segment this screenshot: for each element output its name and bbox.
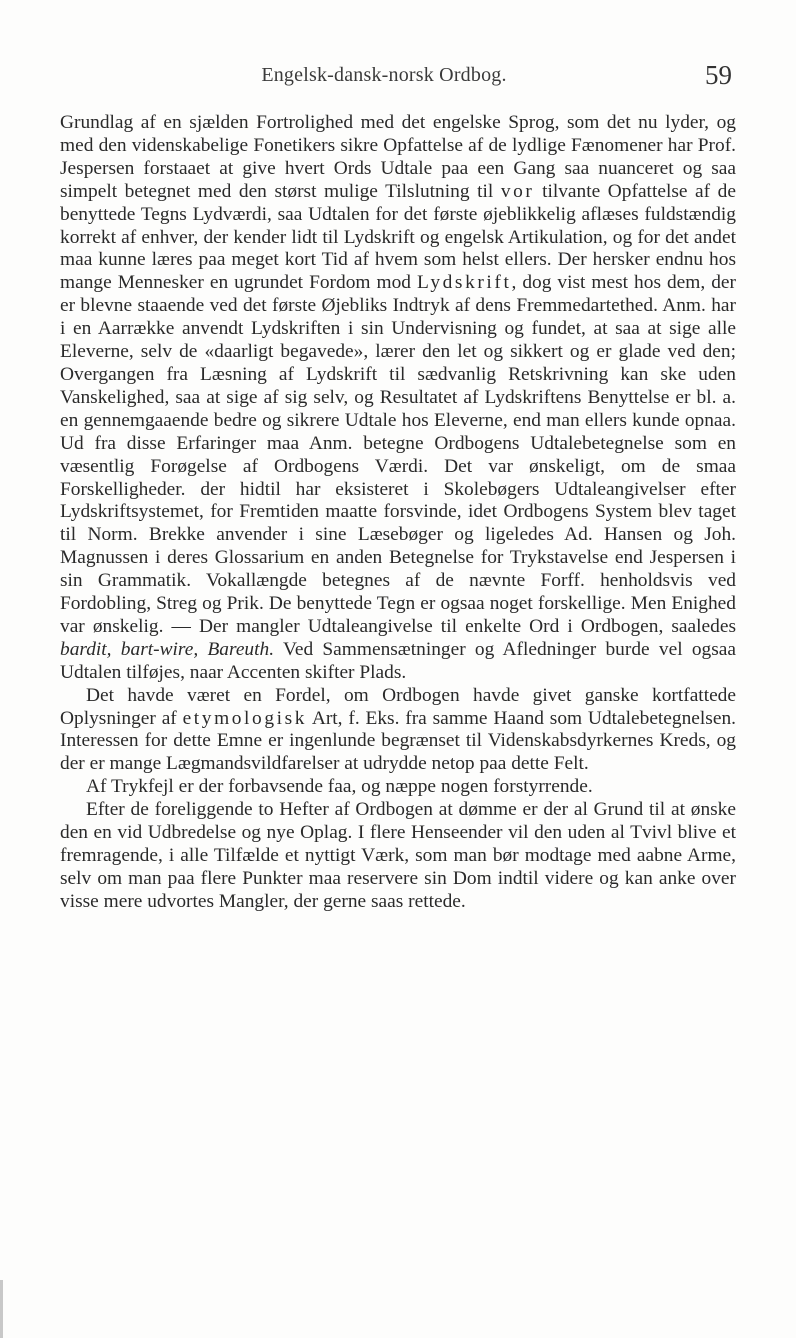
text-segment: tilvante Opfattelse af de benyttede Tegns Lydværdi, saa Udtalen for det første øjeblikkelig aflæses fuldstændig korrekt af enhver, der kender lidt til Lydskrift og engelsk Artikulation, og for det andet maa kunne læres paa meget kort Tid af hvem som helst ellers. Der hersker endnu hos mange Mennesker en ugrundet Fordom mod xyxy=(60,180,736,294)
paragraph-1 xyxy=(60,112,736,685)
emphasis-italic: bardit, bart-wire, Bareuth. xyxy=(60,638,275,660)
running-head xyxy=(36,60,732,94)
emphasis-spaced: etymologisk xyxy=(182,707,308,729)
text-segment: Af Trykfejl er der forbavsende faa, og næppe nogen forstyrrende. xyxy=(86,776,593,798)
running-title: Engelsk-dansk-norsk Ordbog. xyxy=(261,64,507,86)
emphasis-spaced: Lydskrift xyxy=(416,272,512,294)
emphasis-spaced: vor xyxy=(500,180,535,202)
text-segment: , dog vist mest hos dem, der er blevne staaende ved det første Øjebliks Indtryk af dens Fremmedartethed. Anm. har i en Aarrække anvendt Lydskriften i sin Undervisning og fundet, at saa at sige alle Eleverne, selv de «daarligt begavede», lærer den let og sikkert og er glade ved den; Overgangen fra Læsning af Lydskrift til sædvanlig Retskrivning kan ske uden Vanskelighed, saa at sige af sig selv, og Resultatet af Lydskriftens Benyttelse er bl. a. en gennemgaaende bedre og sikrere Udtale hos Eleverne, end man ellers kunde opnaa. Ud fra disse Erfaringer maa Anm. betegne Ordbogens Udtalebetegnelse som en væsentlig Forøgelse af Ordbogens Værdi. Det var ønskeligt, om de smaa Forskelligheder. der hidtil har eksisteret i Skolebøgers Udtaleangivelser efter Lydskriftsystemet, for Fremtiden maatte forsvinde, idet Ordbogens System blev taget til Norm. Brekke anvender i sine Læsebøger og ligeledes Ad. Hansen og Joh. Magnussen i deres Glossarium en anden Betegnelse for Trykstavelse end Jespersen i sin Grammatik. Vokallængde betegnes af de nævnte Forff. henholdsvis ved Fordobling, Streg og Prik. De benyttede Tegn er ogsaa noget forskellige. Men Enighed var ønskelig. — Der mangler Udtaleangivelse til enkelte Ord i Ordbogen, saaledes xyxy=(60,272,736,637)
text-segment: Grundlag af en sjælden Fortrolighed med det engelske Sprog, som det nu lyder, og med den videnskabelige Fonetikers sikre Opfattelse af de lydlige Fænomener har Prof. Jespersen forstaaet at give hvert Ords Udtale paa een Gang saa nuanceret og saa simpelt betegnet med den størst mulige Tilslutning til xyxy=(60,112,736,202)
text-segment: Efter de foreliggende to Hefter af Ordbogen at dømme er der al Grund til at ønske den en vid Udbredelse og nye Oplag. I flere Henseender vil den uden al Tvivl blive et fremragende, i alle Tilfælde et nyttigt Værk, som man bør modtage med aabne Arme, selv om man paa flere Punkter maa reservere sin Dom indtil videre og kan anke over visse mere udvortes Mangler, der gerne saas rettede. xyxy=(60,799,736,912)
paragraph-3 xyxy=(60,776,736,799)
paragraph-2 xyxy=(60,685,736,777)
page-number: 59 xyxy=(705,60,732,90)
text-segment: Det havde været en Fordel, om Ordbogen havde givet ganske kortfattede Oplysninger af xyxy=(60,684,736,729)
text-segment: Ved Sammensætninger og Afledninger burde vel ogsaa Udtalen tilføjes, naar Accenten skifter Plads. xyxy=(60,638,736,683)
body-text xyxy=(60,112,736,914)
paragraph-4 xyxy=(60,799,736,914)
scan-margin-mark xyxy=(0,1280,3,1338)
text-segment: Art, f. Eks. fra samme Haand som Udtalebetegnelsen. Interessen for dette Emne er ingenlunde begrænset til Videnskabsdyrkernes Kreds, og der er mange Lægmandsvildfarelser at udrydde netop paa dette Felt. xyxy=(60,707,736,775)
